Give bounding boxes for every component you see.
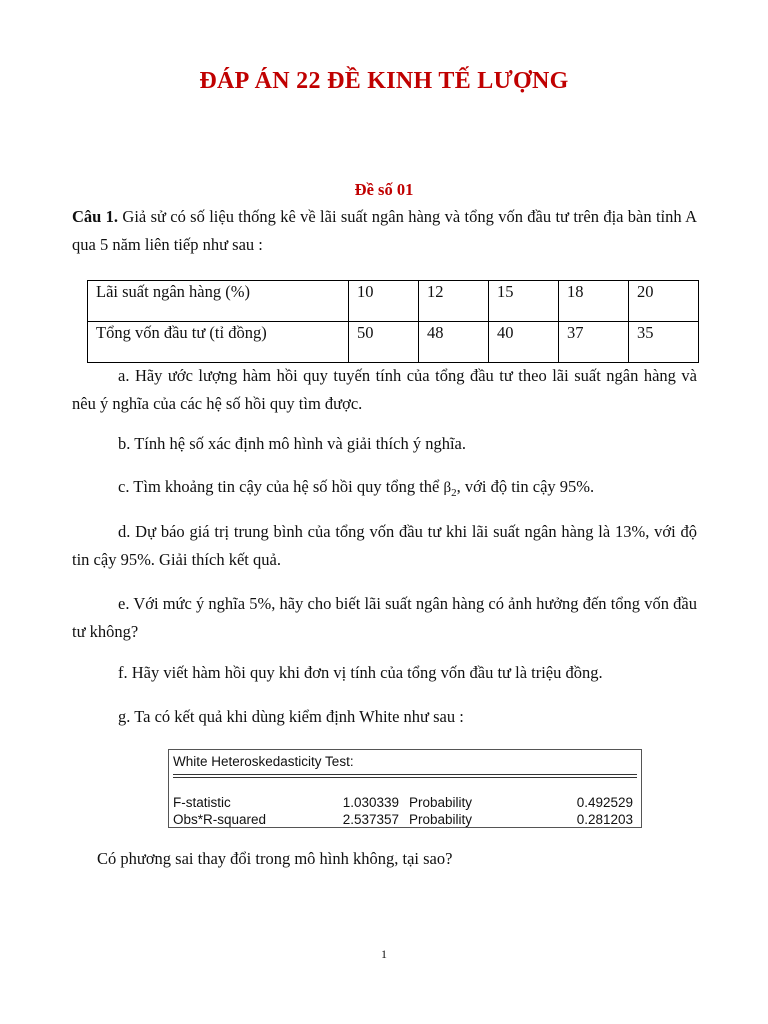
- white-test-header: White Heteroskedasticity Test:: [173, 754, 354, 769]
- stat-name: Obs*R-squared: [173, 812, 267, 827]
- table-cell: 10: [349, 281, 419, 322]
- document-title: ĐÁP ÁN 22 ĐỀ KINH TẾ LƯỢNG: [199, 68, 569, 94]
- table-cell: 15: [489, 281, 559, 322]
- item-g: g. Ta có kết quả khi dùng kiểm định White như sau :: [118, 707, 464, 726]
- row-label: Lãi suất ngân hàng (%): [88, 281, 349, 322]
- table-cell: 48: [419, 322, 489, 363]
- item-e: e. Với mức ý nghĩa 5%, hãy cho biết lãi suất ngân hàng có ảnh hưởng đến tổng vốn đầu tư không?: [72, 594, 697, 641]
- row-label: Tổng vốn đầu tư (tỉ đồng): [88, 322, 349, 363]
- table-cell: 20: [629, 281, 699, 322]
- beta-symbol: [443, 480, 457, 499]
- section-title: Đề số 01: [354, 180, 414, 199]
- prob-value: 0.492529: [576, 795, 633, 810]
- item-c: [72, 473, 697, 507]
- item-c-text: c. Tìm khoảng tin cậy của hệ số hồi quy tổng thể: [118, 477, 444, 496]
- white-test-output: [168, 749, 642, 828]
- question-text: Giả sử có số liệu thống kê về lãi suất ngân hàng và tổng vốn đầu tư trên địa bàn tỉnh A qua 5 năm liên tiếp như sau :: [72, 207, 697, 254]
- table-cell: 18: [559, 281, 629, 322]
- beta-subscript: 2: [451, 487, 457, 499]
- table-cell: 50: [349, 322, 419, 363]
- question-1-intro: [72, 203, 697, 259]
- item-b: b. Tính hệ số xác định mô hình và giải thích ý nghĩa.: [118, 434, 466, 453]
- stat-value: 1.030339: [342, 795, 399, 810]
- data-table: [87, 280, 699, 363]
- prob-label: Probability: [409, 795, 473, 810]
- table-row: [88, 322, 699, 363]
- white-row-obs-r-squared: [169, 811, 641, 828]
- white-row-f-statistic: [169, 794, 641, 811]
- closing-question: Có phương sai thay đổi trong mô hình không, tại sao?: [97, 849, 453, 868]
- stat-value: 2.537357: [342, 812, 399, 827]
- prob-label: Probability: [409, 812, 473, 827]
- table-cell: 35: [629, 322, 699, 363]
- table-cell: 37: [559, 322, 629, 363]
- stat-name: F-statistic: [173, 795, 231, 810]
- item-a: a. Hãy ước lượng hàm hồi quy tuyến tính của tổng đầu tư theo lãi suất ngân hàng và nêu ý nghĩa của các hệ số hồi quy tìm được.: [72, 366, 697, 413]
- beta-letter: β: [443, 480, 452, 496]
- page-number: 1: [381, 947, 387, 961]
- table-cell: 40: [489, 322, 559, 363]
- table-row: [88, 281, 699, 322]
- item-c-text-end: , với độ tin cậy 95%.: [456, 477, 595, 496]
- table-cell: 12: [419, 281, 489, 322]
- item-d: d. Dự báo giá trị trung bình của tổng vốn đầu tư khi lãi suất ngân hàng là 13%, với độ tin cậy 95%. Giải thích kết quả.: [72, 522, 697, 569]
- prob-value: 0.281203: [576, 812, 633, 827]
- item-f: f. Hãy viết hàm hồi quy khi đơn vị tính của tổng vốn đầu tư là triệu đồng.: [118, 663, 603, 682]
- question-number: Câu 1.: [72, 207, 119, 226]
